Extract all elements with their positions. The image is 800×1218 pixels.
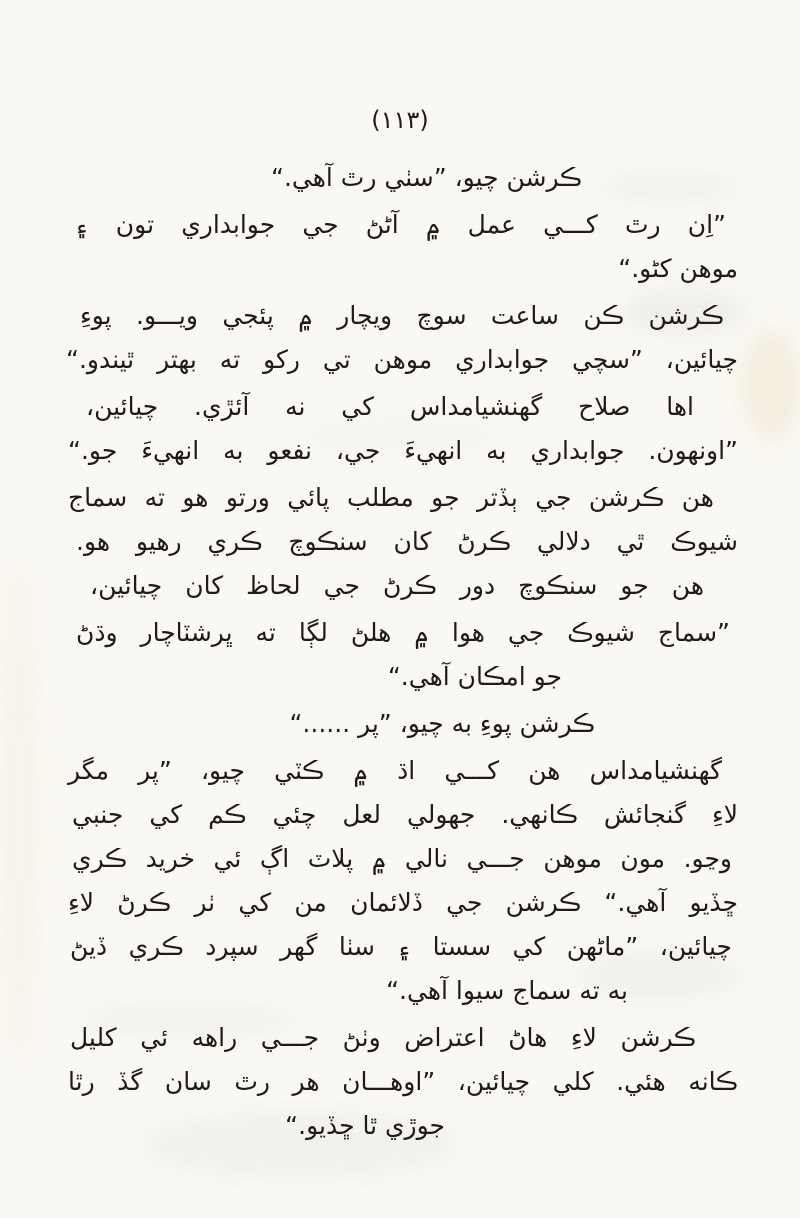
text-line: ڪرشن لاءِ هاڻ اعتراض وٺڻ جـــي راهه ئي کليل [70, 1023, 696, 1052]
text-line: ”اونهون. جوابداري به انهيءَ جي، نفعو به انهيءَ جو.“ [68, 436, 738, 465]
page-number: (١١٣) [371, 106, 429, 134]
text-line: ڪرشن پوءِ به چيو، ”پر ......“ [289, 709, 595, 738]
text-line: ”سماج شيوڪ جي هوا ۾ هلڻ لڳا ته ڀرشٽاچار وڌڻ [76, 618, 730, 647]
book-paragraph [60, 203, 740, 291]
text-line: جوڙي ٿا ڇڏيو.“ [285, 1111, 445, 1140]
text-line: وڃو. مون موهن جـــي نالي ۾ پلاٽ اڳ ئي خريد ڪري [72, 844, 732, 873]
book-paragraph [60, 476, 740, 608]
book-paragraph [60, 611, 740, 699]
book-paragraph [60, 749, 740, 1013]
text-line: به ته سماج سيوا آهي.“ [386, 976, 628, 1005]
text-line: جو امڪان آهي.“ [387, 662, 562, 691]
text-line: ڪرشن ڪن ساعت سوچ ويچار ۾ پئجي ويـــو. پوءِ [80, 301, 724, 330]
text-line: هن ڪرشن جي ٻڏتر جو مطلب پائي ورتو هو ته سماج [68, 483, 714, 512]
text-line: ڇڏيو آهي.“ ڪرشن جي ڏلائمان من کي ٺر ڪرڻ لاءِ [68, 888, 738, 917]
text-line: هن جو سنڪوچ دور ڪرڻ جي لحاظ کان چيائين، [90, 571, 704, 600]
book-paragraph [60, 156, 740, 200]
text-line: ڪرشن چيو، ”سٺي رٿ آهي.“ [271, 163, 582, 192]
book-paragraph [60, 1016, 740, 1148]
text-line: ڪانه هئي. کلي چيائين، ”اوهـــان هر رٿ سان گڏ رٿا [68, 1067, 738, 1096]
book-paragraph [60, 294, 740, 382]
text-line: ”اِن رٿ کـــي عمل ۾ آڻڻ جي جوابداري تون ۽ [74, 210, 726, 239]
text-line: چيائين، ”ماڻهن کي سستا ۽ سٺا گهر سپرد ڪري ڏيڻ [70, 932, 732, 961]
text-line: گهنشيامداس هن کـــي اڌ ۾ ڪٽي چيو، ”پر مگر [68, 756, 722, 785]
book-paragraph [60, 702, 740, 746]
text-line: اها صلاح گهنشيامداس کي نه آئڙي. چيائين، [86, 392, 694, 421]
book-paragraph [60, 385, 740, 473]
paper-stain [742, 330, 800, 440]
paper-stain [0, 560, 40, 1060]
text-line: لاءِ گنجائش ڪانهي. جهولي لعل چئي ڪم کي جنبي [72, 800, 738, 829]
text-line: شيوڪ ٿي دلالي ڪرڻ کان سنڪوچ ڪري رهيو هو. [76, 527, 738, 556]
text-line: موهن کڻو.“ [618, 254, 738, 283]
text-line: چيائين، ”سچي جوابداري موهن تي رکو ته بهتر ٿيندو.“ [66, 345, 738, 374]
page-text [60, 156, 740, 1151]
